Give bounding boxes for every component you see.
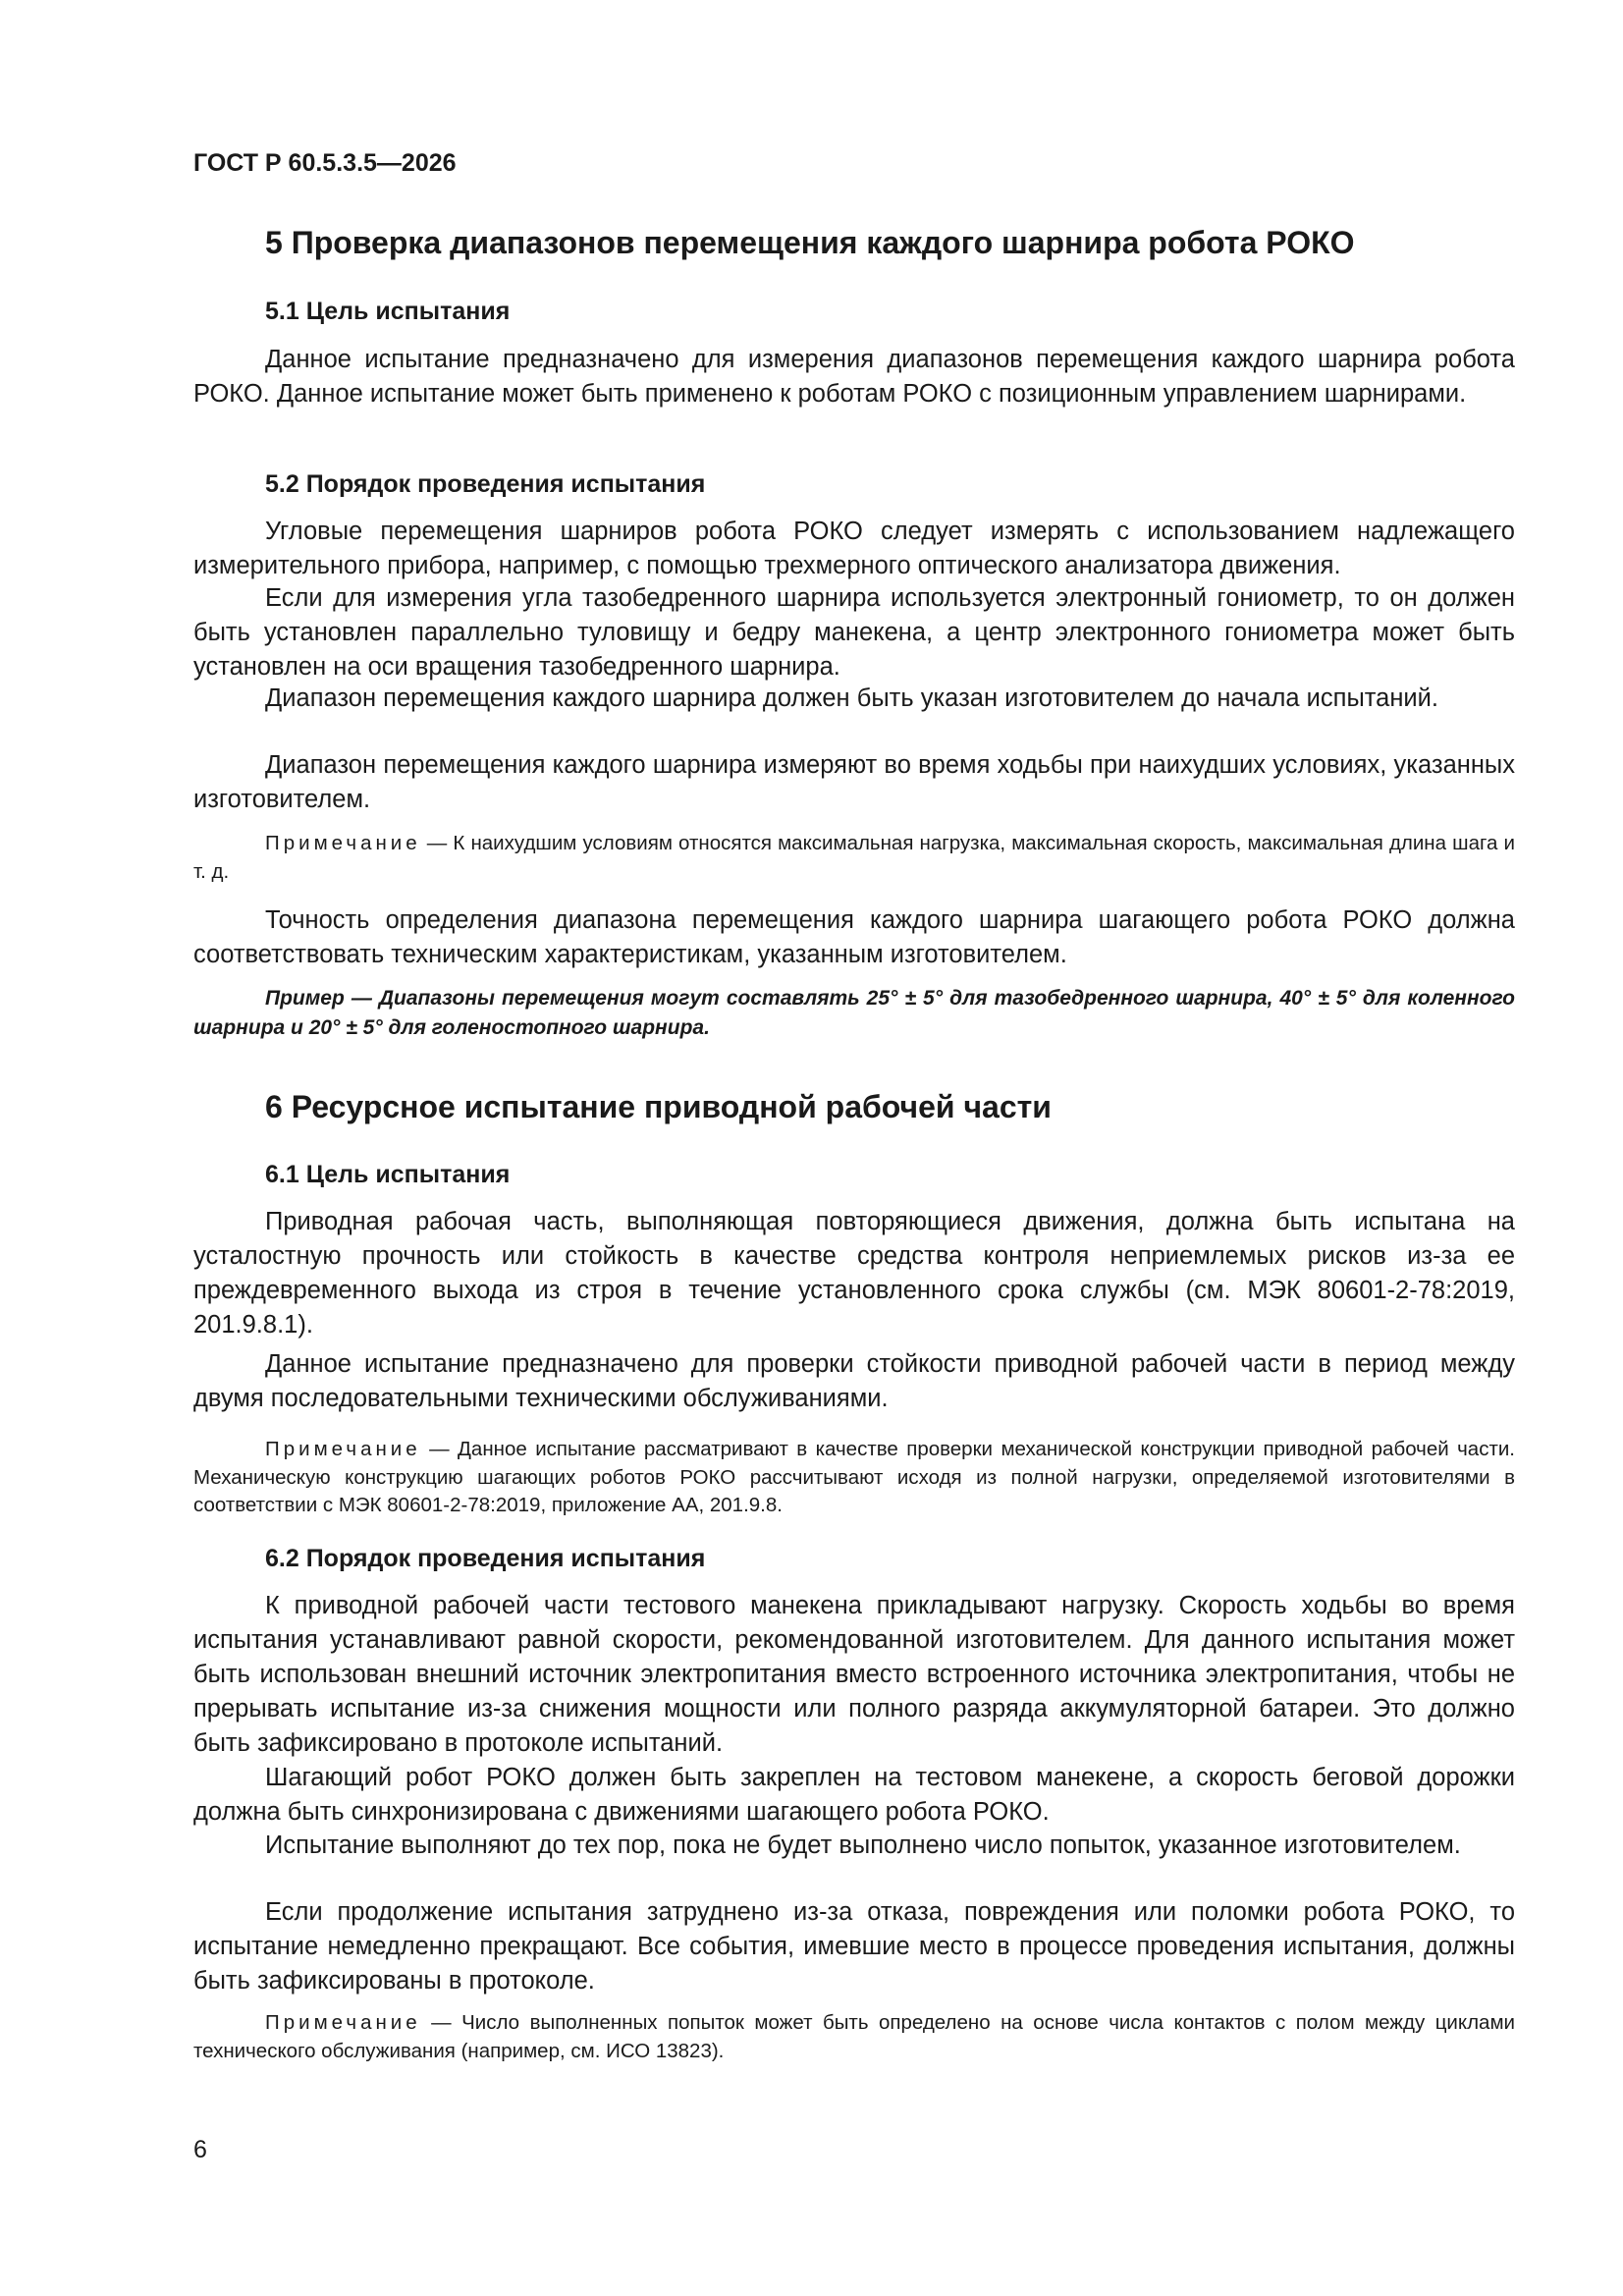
example-text: Пример — Диапазоны перемещения могут составлять 25° ± 5° для тазобедренного шарнира, 40° ± 5° для коленного шарнира и 20° ± 5° для голеностопного шарнира. — [193, 987, 1515, 1039]
section-5-2-paragraph-5: Точность определения диапазона перемещения каждого шарнира шагающего робота РОКО должна соответствовать техническим характеристикам, указанным изготовителем. — [193, 906, 1515, 968]
section-5-1-title: 5.1 Цель испытания — [265, 298, 511, 325]
section-5-2-title: 5.2 Порядок проведения испытания — [265, 470, 706, 498]
note-1-text: — К наихудшим условиям относятся максимальная нагрузка, максимальная скорость, максимальная длина шага и т. д. — [193, 832, 1515, 883]
note-2-text: — Данное испытание рассматривают в качестве проверки механической конструкции приводной рабочей части. Механическую конструкцию шагающих роботов РОКО рассчитывают исходя из полной нагрузки, определяемой изготовителями в соответствии с МЭК 80601-2-78:2019, приложение АА, 201.9.8. — [193, 1438, 1515, 1516]
note-3 — [193, 2009, 1515, 2065]
section-5-2-paragraph-3: Диапазон перемещения каждого шарнира должен быть указан изготовителем до начала испытаний. — [265, 684, 1439, 712]
note-1 — [193, 830, 1515, 886]
document-header: ГОСТ Р 60.5.3.5—2026 — [193, 149, 457, 177]
note-2-label: Примечание — [265, 1438, 421, 1460]
section-6-2-paragraph-1: К приводной рабочей части тестового манекена прикладывают нагрузку. Скорость ходьбы во время испытания устанавливают равной скорости, рекомендованной изготовителем. Для данного испытания может быть использован внешний источник электропитания вместо встроенного источника электропитания, чтобы не прерывать испытание из-за снижения мощности или полного разряда аккумуляторной батареи. Это должно быть зафиксировано в протоколе испытаний. — [193, 1592, 1515, 1757]
note-3-label: Примечание — [265, 2011, 421, 2034]
section-6-2-paragraph-4: Если продолжение испытания затруднено из-за отказа, повреждения или поломки робота РОКО, то испытание немедленно прекращают. Все события, имевшие место в процессе проведения испытания, должны быть зафиксированы в протоколе. — [193, 1898, 1515, 1995]
section-6-2-paragraph-3: Испытание выполняют до тех пор, пока не будет выполнено число попыток, указанное изготовителем. — [265, 1831, 1461, 1859]
section-5-2-paragraph-1: Угловые перемещения шарниров робота РОКО следует измерять с использованием надлежащего измерительного прибора, например, с помощью трехмерного оптического анализатора движения. — [193, 518, 1515, 579]
section-6-2-title: 6.2 Порядок проведения испытания — [265, 1545, 706, 1572]
note-1-label: Примечание — [265, 832, 421, 854]
section-6-1-title: 6.1 Цель испытания — [265, 1161, 511, 1188]
section-6-1-paragraph-2: Данное испытание предназначено для проверки стойкости приводной рабочей части в период между двумя последовательными техническими обслуживаниями. — [193, 1350, 1515, 1412]
section-6-2-paragraph-2: Шагающий робот РОКО должен быть закреплен на тестовом манекене, а скорость беговой дорожки должна быть синхронизирована с движениями шагающего робота РОКО. — [193, 1764, 1515, 1826]
section-5-2-paragraph-4: Диапазон перемещения каждого шарнира измеряют во время ходьбы при наихудших условиях, указанных изготовителем. — [193, 751, 1515, 813]
page-number: 6 — [193, 2136, 207, 2163]
section-5-2-paragraph-2: Если для измерения угла тазобедренного шарнира используется электронный гониометр, то он должен быть установлен параллельно туловищу и бедру манекена, а центр электронного гониометра может быть установлен на оси вращения тазобедренного шарнира. — [193, 584, 1515, 681]
section-6-1-paragraph-1: Приводная рабочая часть, выполняющая повторяющиеся движения, должна быть испытана на усталостную прочность или стойкость в качестве средства контроля неприемлемых рисков из-за ее преждевременного выхода из строя в течение установленного срока службы (см. МЭК 80601-2-78:2019, 201.9.8.1). — [193, 1208, 1515, 1339]
section-5-1-paragraph-1: Данное испытание предназначено для измерения диапазонов перемещения каждого шарнира робота РОКО. Данное испытание может быть применено к роботам РОКО с позиционным управлением шарнирами. — [193, 346, 1515, 408]
section-5-title: 5 Проверка диапазонов перемещения каждого шарнира робота РОКО — [265, 225, 1355, 260]
note-2 — [193, 1436, 1515, 1520]
note-3-text: — Число выполненных попыток может быть определено на основе числа контактов с полом между циклами технического обслуживания (например, см. ИСО 13823). — [193, 2011, 1515, 2062]
section-6-title: 6 Ресурсное испытание приводной рабочей части — [265, 1089, 1052, 1124]
